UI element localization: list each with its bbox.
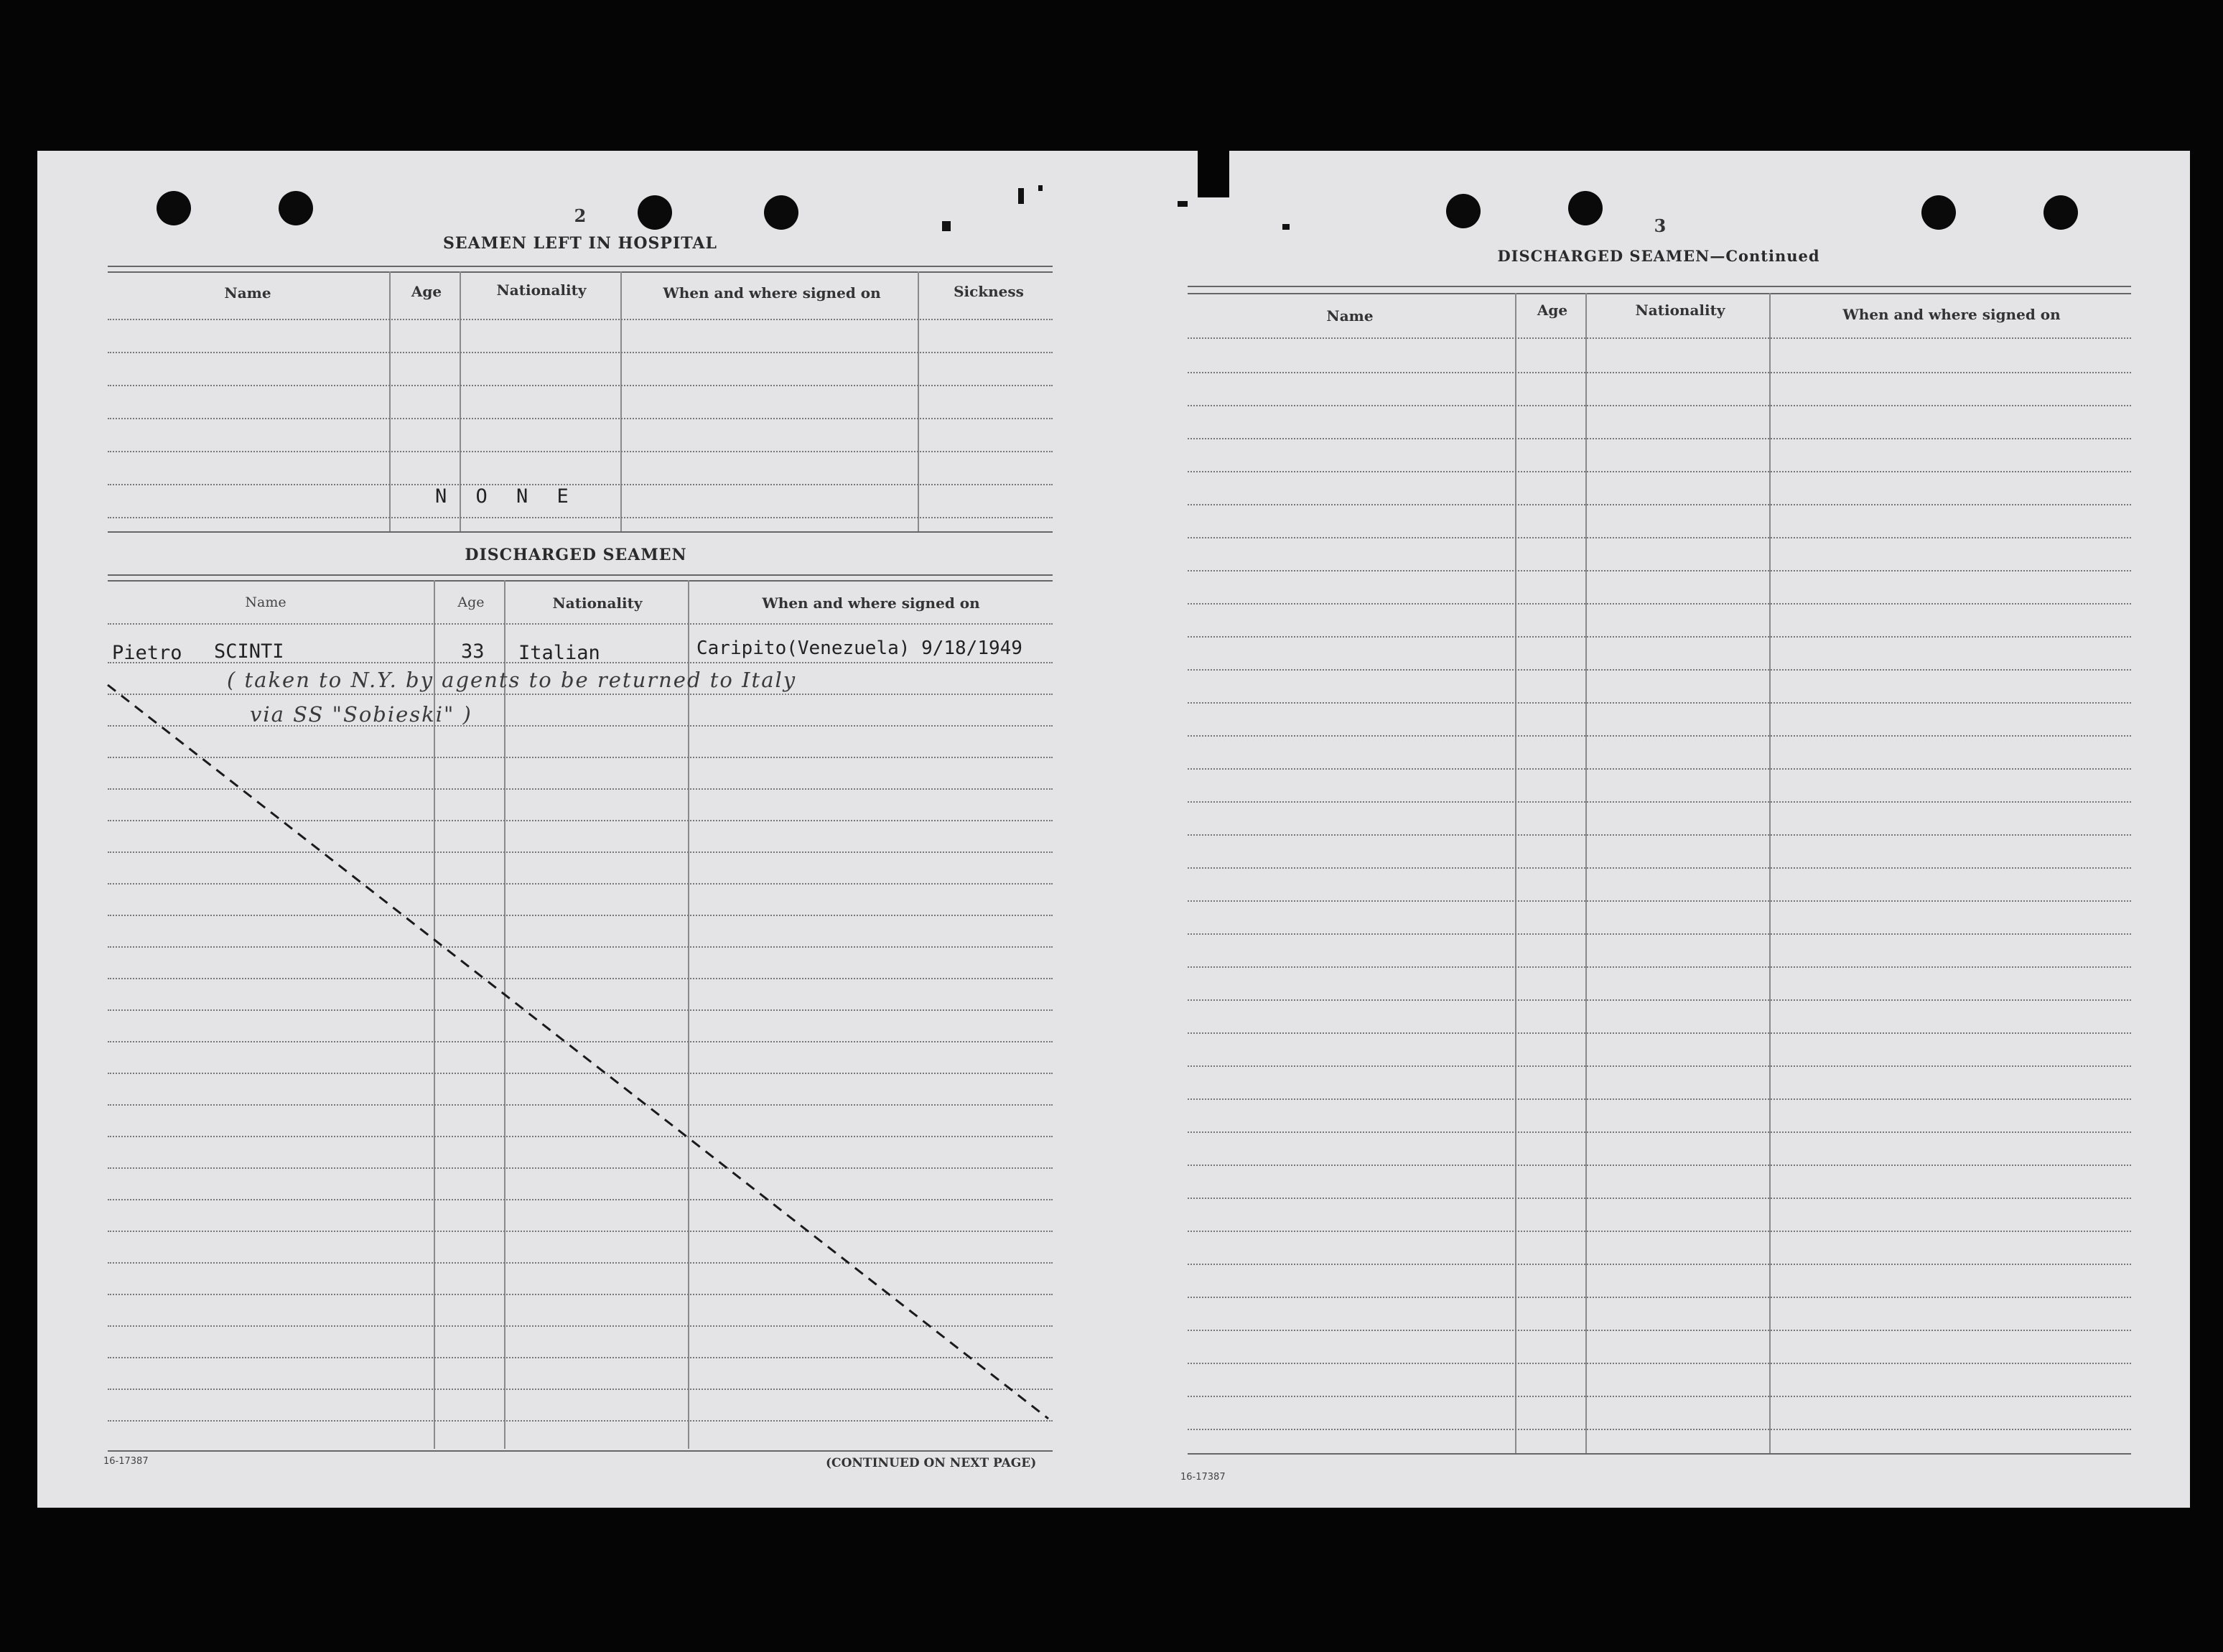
header-rule <box>1188 337 2131 339</box>
row-rule <box>1188 438 2131 439</box>
column-header-age: Age <box>1537 302 1568 319</box>
row-rule <box>1188 1198 2131 1199</box>
row-rule <box>1188 768 2131 770</box>
row-rule <box>1188 867 2131 869</box>
seaman-last-name: SCINTI <box>214 640 284 663</box>
row-rule <box>1188 603 2131 605</box>
column-divider <box>1585 293 1587 1453</box>
page-number: 3 <box>1654 215 1667 236</box>
page-number: 2 <box>574 205 587 226</box>
row-rule <box>1188 1231 2131 1232</box>
row-rule <box>1188 1131 2131 1133</box>
row-rule <box>1188 801 2131 803</box>
column-header-name: Name <box>245 594 286 610</box>
row-rule <box>1188 669 2131 671</box>
row-rule <box>1188 636 2131 638</box>
row-rule <box>1188 1363 2131 1364</box>
column-header-nationality: Nationality <box>1635 302 1725 319</box>
row-rule <box>1188 405 2131 406</box>
form-number: 16-17387 <box>1180 1472 1226 1483</box>
none-entry: N O N E <box>435 485 577 508</box>
table-rule <box>1188 286 2131 287</box>
row-rule <box>1188 1264 2131 1265</box>
continued-note: (CONTINUED ON NEXT PAGE) <box>826 1456 1037 1470</box>
row-rule <box>1188 933 2131 935</box>
row-rule <box>1188 966 2131 968</box>
row-rule <box>1188 504 2131 505</box>
row-rule <box>1188 900 2131 902</box>
seaman-first-name: Pietro <box>112 642 182 664</box>
column-header-name: Name <box>224 284 271 302</box>
column-divider <box>1769 293 1771 1453</box>
discharged-continued-title: DISCHARGED SEAMEN—Continued <box>1497 247 1820 265</box>
form-number: 16-17387 <box>103 1456 149 1467</box>
row-rule <box>1188 1429 2131 1430</box>
table-rule <box>1188 293 2131 294</box>
column-header-signed-on: When and where signed on <box>1842 306 2061 323</box>
seaman-signed-on: Caripito(Venezuela) 9/18/1949 <box>696 638 1022 659</box>
row-rule <box>1188 570 2131 571</box>
handwritten-note: ( taken to N.Y. by agents to be returned to Italy <box>227 668 797 692</box>
row-rule <box>1188 1330 2131 1331</box>
row-rule <box>1188 537 2131 538</box>
seaman-age: 33 <box>461 640 485 663</box>
column-header-signed-on: When and where signed on <box>663 284 881 302</box>
column-header-sickness: Sickness <box>954 283 1024 300</box>
column-header-age: Age <box>411 283 442 300</box>
row-rule <box>1188 735 2131 737</box>
column-header-age: Age <box>457 594 485 610</box>
row-rule <box>1188 1165 2131 1166</box>
column-header-nationality: Nationality <box>552 594 643 612</box>
row-rule <box>1188 1297 2131 1298</box>
hospital-section-title: SEAMEN LEFT IN HOSPITAL <box>443 234 717 253</box>
row-rule <box>1188 1065 2131 1067</box>
column-header-name: Name <box>1326 307 1374 325</box>
row-rule <box>1188 1098 2131 1100</box>
handwritten-note: via SS "Sobieski" ) <box>250 702 472 727</box>
row-rule <box>1188 1396 2131 1397</box>
column-divider <box>1515 293 1516 1453</box>
column-header-nationality: Nationality <box>496 281 587 299</box>
seaman-nationality: Italian <box>518 642 600 664</box>
column-header-signed-on: When and where signed on <box>762 594 980 612</box>
discharged-section-title: DISCHARGED SEAMEN <box>465 546 687 564</box>
table-bottom-rule <box>1188 1453 2131 1455</box>
row-rule <box>1188 999 2131 1001</box>
row-rule <box>1188 1032 2131 1034</box>
row-rule <box>1188 834 2131 836</box>
row-rule <box>1188 702 2131 704</box>
row-rule <box>1188 471 2131 472</box>
row-rule <box>1188 372 2131 373</box>
